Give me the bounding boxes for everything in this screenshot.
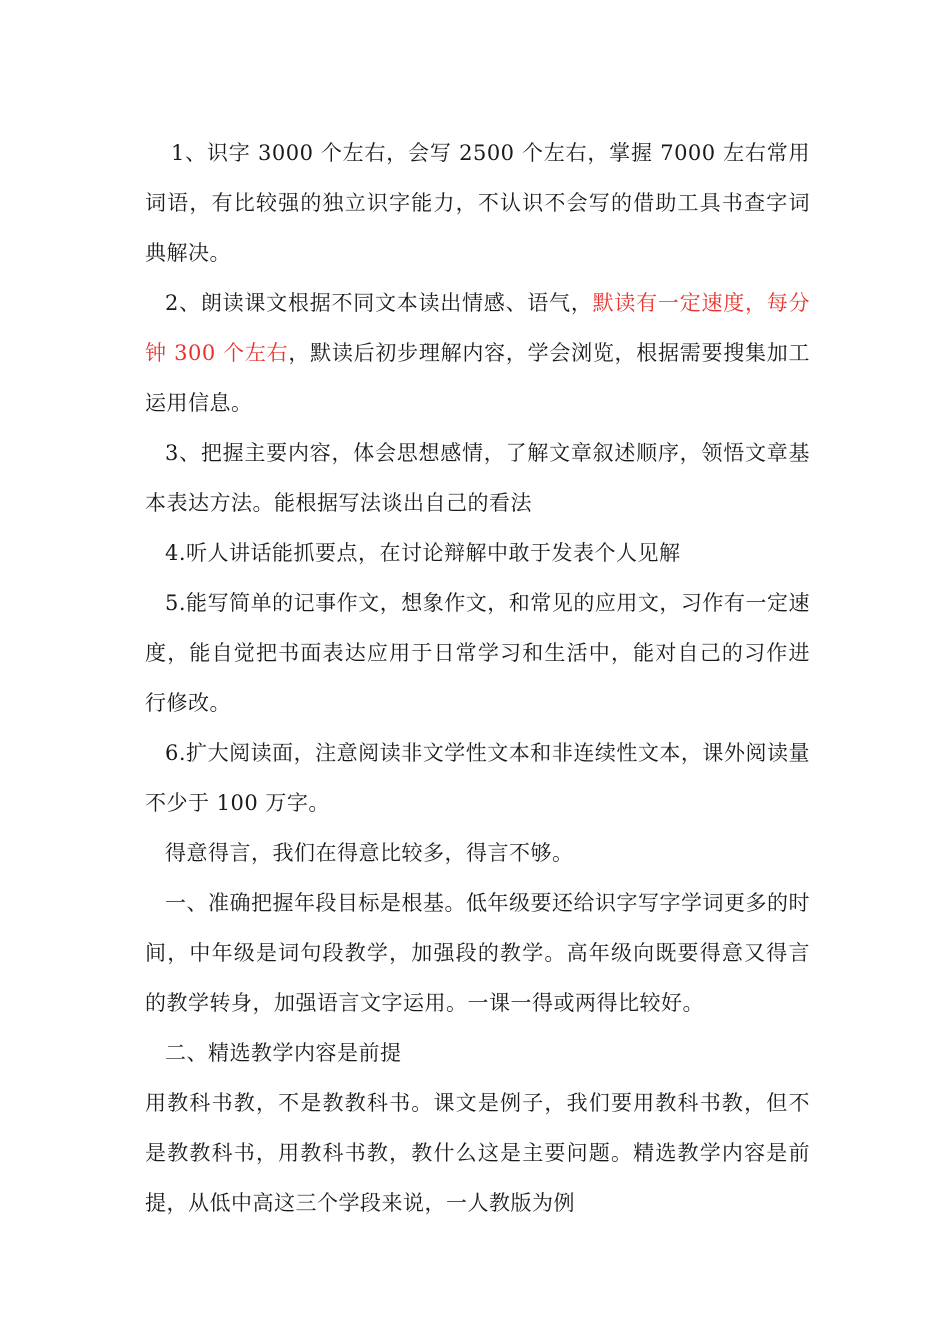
paragraph-text: 得意得言，我们在得意比较多，得言不够。	[165, 841, 574, 865]
paragraph-reading-aloud	[145, 278, 810, 428]
paragraph-text: ，默读后初步理解内容，学会浏览，根据需要搜集加工运用信息。	[145, 341, 811, 415]
paragraph-textbook-usage	[145, 1078, 810, 1228]
paragraph-text: 6.扩大阅读面，注意阅读非文学性文本和非连续性文本，课外阅读量不少于 100 万字。	[145, 741, 810, 815]
paragraph-listening	[145, 528, 810, 578]
paragraph-text: 用教科书教，不是教教科书。课文是例子，我们要用教科书教，但不是教教科书，用教科书教，教什么这是主要问题。精选教学内容是前提，从低中高这三个学段来说，一人教版为例	[145, 1091, 810, 1215]
paragraph-section-two-heading	[145, 1028, 810, 1078]
paragraph-text: 4.听人讲话能抓要点，在讨论辩解中敢于发表个人见解	[165, 541, 681, 565]
section-heading: 二、精选教学内容是前提	[165, 1041, 402, 1065]
paragraph-text: 一、准确把握年段目标是根基。低年级要还给识字写字学词更多的时间，中年级是词句段教学，加强段的教学。高年级向既要得意又得言的教学转身，加强语言文字运用。一课一得或两得比较好。	[145, 891, 810, 1015]
paragraph-text: 1、识字 3000 个左右，会写 2500 个左右，掌握 7000 左右常用词语，有比较强的独立识字能力，不认识不会写的借助工具书查字词典解决。	[145, 141, 810, 265]
paragraph-text: 3、把握主要内容，体会思想感情，了解文章叙述顺序，领悟文章基本表达方法。能根据写法谈出自己的看法	[145, 441, 810, 515]
paragraph-meaning-vs-words	[145, 828, 810, 878]
highlighted-text: 默读有一定速度，每分钟 300 个左右	[145, 291, 811, 365]
document-body	[145, 128, 810, 1228]
paragraph-text: 5.能写简单的记事作文，想象作文，和常见的应用文，习作有一定速度，能自觉把书面表达应用于日常学习和生活中，能对自己的习作进行修改。	[145, 591, 810, 715]
paragraph-literacy-goal	[145, 128, 810, 278]
paragraph-section-one	[145, 878, 810, 1028]
paragraph-extended-reading	[145, 728, 810, 828]
paragraph-main-content	[145, 428, 810, 528]
paragraph-writing	[145, 578, 810, 728]
paragraph-text: 2、朗读课文根据不同文本读出情感、语气，	[165, 291, 593, 315]
